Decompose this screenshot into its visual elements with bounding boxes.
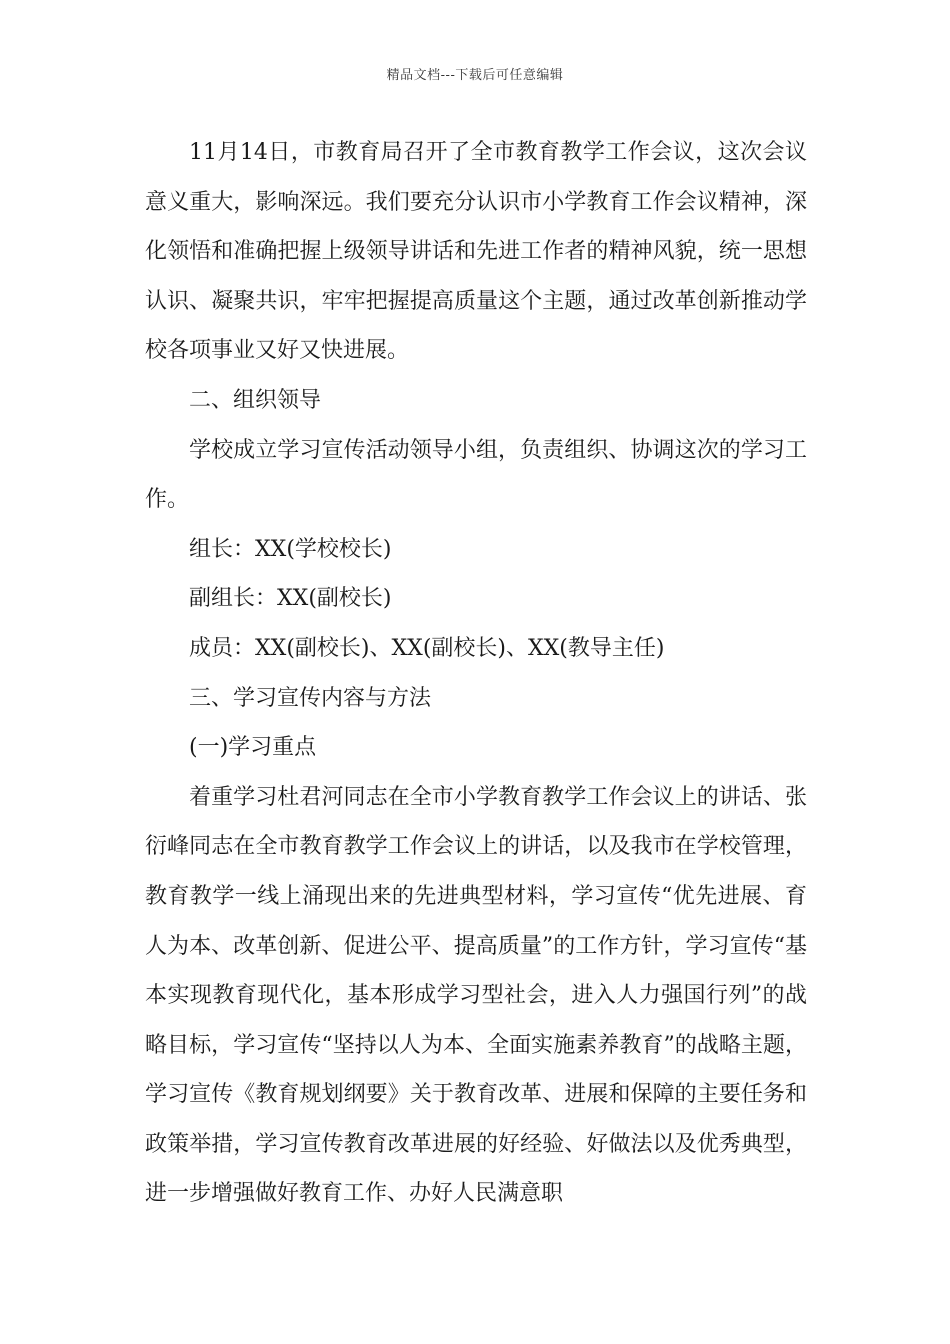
paragraph-leading-group: 学校成立学习宣传活动领导小组，负责组织、协调这次的学习工作。 (145, 437, 807, 513)
subheading-study-focus: (一)学习重点 (189, 735, 317, 761)
paragraph-deputy-leader: 副组长：XX(副校长) (189, 586, 392, 612)
document-body (145, 128, 807, 1219)
paragraph-study-focus: 着重学习杜君河同志在全市小学教育教学工作会议上的讲话、张衍峰同志在全市教育教学工作会议上的讲话，以及我市在学校管理，教育教学一线上涌现出来的先进典型材料，学习宣传“优先进展、育人为本、改革创新、促进公平、提高质量”的工作方针，学习宣传“基本实现教育现代化，基本形成学习型社会，进入人力强国行列”的战略目标，学习宣传“坚持以人为本、全面实施素养教育”的战略主题，学习宣传《教育规划纲要》关于教育改革、进展和保障的主要任务和政策举措，学习宣传教育改革进展的好经验、好做法以及优秀典型，进一步增强做好教育工作、办好人民满意职 (145, 784, 807, 1207)
page-header: 精品文档---下载后可任意编辑 (386, 68, 564, 83)
paragraph-group-leader: 组长：XX(学校校长) (189, 536, 392, 562)
paragraph-members: 成员：XX(副校长)、XX(副校长)、XX(教导主任) (189, 635, 665, 661)
heading-organization: 二、组织领导 (189, 387, 322, 413)
heading-content-methods: 三、学习宣传内容与方法 (189, 685, 432, 711)
paragraph-meeting-intro: 11月14日，市教育局召开了全市教育教学工作会议，这次会议意义重大，影响深远。我们要充分认识市小学教育工作会议精神，深化领悟和准确把握上级领导讲话和先进工作者的精神风貌，统一思想认识、凝聚共识，牢牢把握提高质量这个主题，通过改革创新推动学校各项事业又好又快进展。 (145, 140, 807, 364)
